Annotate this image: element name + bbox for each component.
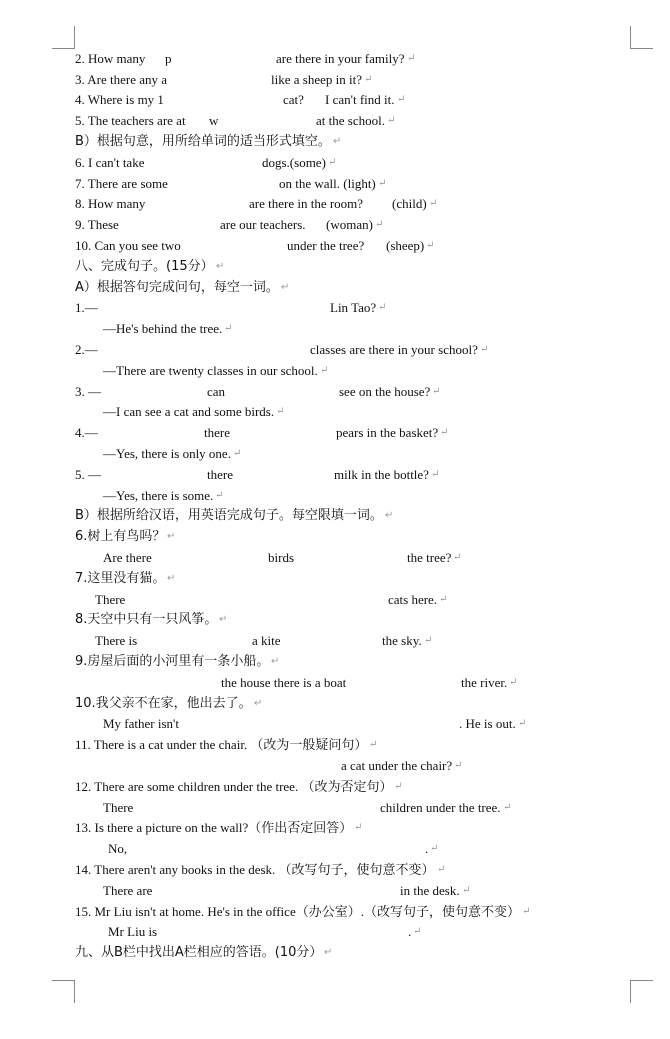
text-segment: 9.房屋后面的小河里有一条小船。 xyxy=(75,654,270,669)
paragraph-mark-icon: ↵ xyxy=(453,552,462,563)
text-segment: cats here. xyxy=(388,592,438,607)
text-segment: (woman) xyxy=(326,217,373,232)
text-line xyxy=(0,569,660,589)
text-segment: the river. xyxy=(461,675,508,690)
text-segment: on the wall. (light) xyxy=(279,176,376,191)
text-line xyxy=(0,631,660,651)
text-line xyxy=(0,194,660,214)
text-segment: 4. Where is my 1 xyxy=(75,92,164,107)
text-segment: pears in the basket? xyxy=(336,425,439,440)
paragraph-mark-icon: ↵ xyxy=(364,74,373,85)
text-segment: There is xyxy=(95,633,138,648)
text-segment: in the desk. xyxy=(400,883,460,898)
text-line xyxy=(0,298,660,318)
text-segment: There xyxy=(103,800,134,815)
text-line xyxy=(0,839,660,859)
text-segment: 2.— xyxy=(75,342,98,357)
text-line xyxy=(0,423,660,443)
text-line xyxy=(0,70,660,90)
text-line xyxy=(0,49,660,69)
text-segment: can xyxy=(207,384,226,399)
text-segment: —Yes, there is some. xyxy=(103,488,214,503)
text-segment: 9. These xyxy=(75,217,119,232)
paragraph-mark-icon: ↵ xyxy=(281,282,290,293)
paragraph-mark-icon: ↵ xyxy=(320,365,329,376)
paragraph-mark-icon: ↵ xyxy=(424,635,433,646)
text-line xyxy=(0,694,660,714)
paragraph-mark-icon: ↵ xyxy=(480,344,489,355)
text-line xyxy=(0,111,660,131)
text-segment: Are there xyxy=(103,550,152,565)
paragraph-mark-icon: ↵ xyxy=(254,698,263,709)
paragraph-mark-icon: ↵ xyxy=(324,947,333,958)
text-segment: No, xyxy=(108,841,128,856)
text-line xyxy=(0,506,660,526)
text-line xyxy=(0,90,660,110)
paragraph-mark-icon: ↵ xyxy=(503,802,512,813)
text-segment: 8. How many xyxy=(75,196,146,211)
text-segment: the tree? xyxy=(407,550,452,565)
text-segment: 5. — xyxy=(75,467,101,482)
paragraph-mark-icon: ↵ xyxy=(397,94,406,105)
text-line xyxy=(0,714,660,734)
paragraph-mark-icon: ↵ xyxy=(369,739,378,750)
text-line xyxy=(0,590,660,610)
paragraph-mark-icon: ↵ xyxy=(432,386,441,397)
text-segment: 10. Can you see two xyxy=(75,238,181,253)
text-line xyxy=(0,902,660,922)
paragraph-mark-icon: ↵ xyxy=(167,531,176,542)
text-segment: there xyxy=(207,467,233,482)
text-segment: —I can see a cat and some birds. xyxy=(103,404,275,419)
text-segment: like a sheep in it? xyxy=(271,72,362,87)
crop-mark-bottom-left xyxy=(52,980,75,1003)
text-line xyxy=(0,818,660,838)
paragraph-mark-icon: ↵ xyxy=(509,677,518,688)
text-segment: are there in your family? xyxy=(276,51,405,66)
text-segment: classes are there in your school? xyxy=(310,342,478,357)
text-segment: . xyxy=(425,841,429,856)
text-segment: the sky. xyxy=(382,633,422,648)
text-segment: 6.树上有鸟吗？ xyxy=(75,529,166,544)
text-segment: 6. I can't take xyxy=(75,155,145,170)
text-segment: the house there is a boat xyxy=(221,675,347,690)
text-line xyxy=(0,444,660,464)
paragraph-mark-icon: ↵ xyxy=(378,178,387,189)
crop-mark-top-left xyxy=(52,26,75,49)
text-segment: are our teachers. xyxy=(220,217,306,232)
text-segment: (child) xyxy=(392,196,427,211)
text-segment: 15. Mr Liu isn't at home. He's in the office（办公室）.（改写句子，使句意不变） xyxy=(75,904,520,919)
text-line xyxy=(0,402,660,422)
paragraph-mark-icon: ↵ xyxy=(439,594,448,605)
text-segment: children under the tree. xyxy=(380,800,501,815)
text-segment: 2. How many xyxy=(75,51,146,66)
text-segment: are there in the room? xyxy=(249,196,364,211)
text-segment: 八、完成句子。(15分） xyxy=(75,259,214,274)
text-line xyxy=(0,798,660,818)
text-segment: I can't find it. xyxy=(325,92,395,107)
paragraph-mark-icon: ↵ xyxy=(462,885,471,896)
text-line xyxy=(0,465,660,485)
paragraph-mark-icon: ↵ xyxy=(375,219,384,230)
text-segment: 九、从B栏中找出A栏相应的答语。(10分） xyxy=(75,945,323,960)
text-segment: B）根据句意，用所给单词的适当形式填空。 xyxy=(75,134,331,149)
text-segment: milk in the bottle? xyxy=(334,467,429,482)
text-segment: a kite xyxy=(252,633,281,648)
paragraph-mark-icon: ↵ xyxy=(407,53,416,64)
paragraph-mark-icon: ↵ xyxy=(437,864,446,875)
paragraph-mark-icon: ↵ xyxy=(394,781,403,792)
paragraph-mark-icon: ↵ xyxy=(219,614,228,625)
paragraph-mark-icon: ↵ xyxy=(354,822,363,833)
paragraph-mark-icon: ↵ xyxy=(224,323,233,334)
text-line xyxy=(0,486,660,506)
text-line xyxy=(0,236,660,256)
text-line xyxy=(0,943,660,963)
text-segment: —Yes, there is only one. xyxy=(103,446,231,461)
text-segment: cat? xyxy=(283,92,304,107)
text-line xyxy=(0,340,660,360)
crop-mark-top-right xyxy=(630,26,653,49)
text-segment: 13. Is there a picture on the wall?（作出否定回答） xyxy=(75,820,353,835)
paragraph-mark-icon: ↵ xyxy=(429,198,438,209)
text-line xyxy=(0,548,660,568)
text-line xyxy=(0,153,660,173)
paragraph-mark-icon: ↵ xyxy=(454,760,463,771)
text-line xyxy=(0,132,660,152)
text-segment: There xyxy=(95,592,126,607)
paragraph-mark-icon: ↵ xyxy=(216,261,225,272)
text-segment: 3. — xyxy=(75,384,101,399)
paragraph-mark-icon: ↵ xyxy=(333,136,342,147)
text-line xyxy=(0,319,660,339)
text-segment: 7. There are some xyxy=(75,176,168,191)
text-segment: —He's behind the tree. xyxy=(103,321,223,336)
text-line xyxy=(0,735,660,755)
paragraph-mark-icon: ↵ xyxy=(387,115,396,126)
text-line xyxy=(0,257,660,277)
paragraph-mark-icon: ↵ xyxy=(328,157,337,168)
text-segment: 5. The teachers are at xyxy=(75,113,186,128)
paragraph-mark-icon: ↵ xyxy=(522,906,531,917)
text-segment: 3. Are there any a xyxy=(75,72,168,87)
text-line xyxy=(0,361,660,381)
text-line xyxy=(0,174,660,194)
text-line xyxy=(0,527,660,547)
text-segment: 11. There is a cat under the chair. （改为一般疑问句） xyxy=(75,737,368,752)
text-segment: 8.天空中只有一只风筝。 xyxy=(75,612,218,627)
text-segment: under the tree? xyxy=(287,238,365,253)
text-segment: There are xyxy=(103,883,153,898)
text-line xyxy=(0,777,660,797)
text-segment: birds xyxy=(268,550,294,565)
text-line xyxy=(0,610,660,630)
text-segment: A）根据答句完成问句，每空一词。 xyxy=(75,280,279,295)
text-segment: see on the house? xyxy=(339,384,431,399)
text-line xyxy=(0,215,660,235)
text-line xyxy=(0,756,660,776)
paragraph-mark-icon: ↵ xyxy=(233,448,242,459)
text-segment: there xyxy=(204,425,230,440)
paragraph-mark-icon: ↵ xyxy=(430,843,439,854)
paragraph-mark-icon: ↵ xyxy=(431,469,440,480)
text-segment: My father isn't xyxy=(103,716,179,731)
text-segment: at the school. xyxy=(316,113,385,128)
text-segment: . He is out. xyxy=(459,716,516,731)
paragraph-mark-icon: ↵ xyxy=(215,490,224,501)
text-segment: 7.这里没有猫。 xyxy=(75,571,166,586)
paragraph-mark-icon: ↵ xyxy=(271,656,280,667)
text-line xyxy=(0,278,660,298)
text-segment: B）根据所给汉语，用英语完成句子。每空限填一词。 xyxy=(75,508,383,523)
text-segment: Lin Tao? xyxy=(330,300,377,315)
text-segment: p xyxy=(165,51,172,66)
paragraph-mark-icon: ↵ xyxy=(440,427,449,438)
text-segment: 1.— xyxy=(75,300,98,315)
text-segment: w xyxy=(209,113,219,128)
paragraph-mark-icon: ↵ xyxy=(385,510,394,521)
text-line xyxy=(0,922,660,942)
text-line xyxy=(0,673,660,693)
text-segment: . xyxy=(408,924,412,939)
paragraph-mark-icon: ↵ xyxy=(426,240,435,251)
text-segment: 10.我父亲不在家，他出去了。 xyxy=(75,696,252,711)
text-segment: dogs.(some) xyxy=(262,155,326,170)
text-line xyxy=(0,382,660,402)
text-segment: 4.— xyxy=(75,425,98,440)
paragraph-mark-icon: ↵ xyxy=(167,573,176,584)
text-segment: a cat under the chair? xyxy=(341,758,453,773)
text-segment: 14. There aren't any books in the desk. （改写句子，使句意不变） xyxy=(75,862,435,877)
text-segment: 12. There are some children under the tree. （改为否定句） xyxy=(75,779,393,794)
text-segment: (sheep) xyxy=(386,238,425,253)
paragraph-mark-icon: ↵ xyxy=(378,302,387,313)
text-line xyxy=(0,652,660,672)
text-line xyxy=(0,881,660,901)
text-segment: —There are twenty classes in our school. xyxy=(103,363,318,378)
text-segment: Mr Liu is xyxy=(108,924,158,939)
paragraph-mark-icon: ↵ xyxy=(518,718,527,729)
text-line xyxy=(0,860,660,880)
crop-mark-bottom-right xyxy=(630,980,653,1003)
paragraph-mark-icon: ↵ xyxy=(276,406,285,417)
paragraph-mark-icon: ↵ xyxy=(413,926,422,937)
